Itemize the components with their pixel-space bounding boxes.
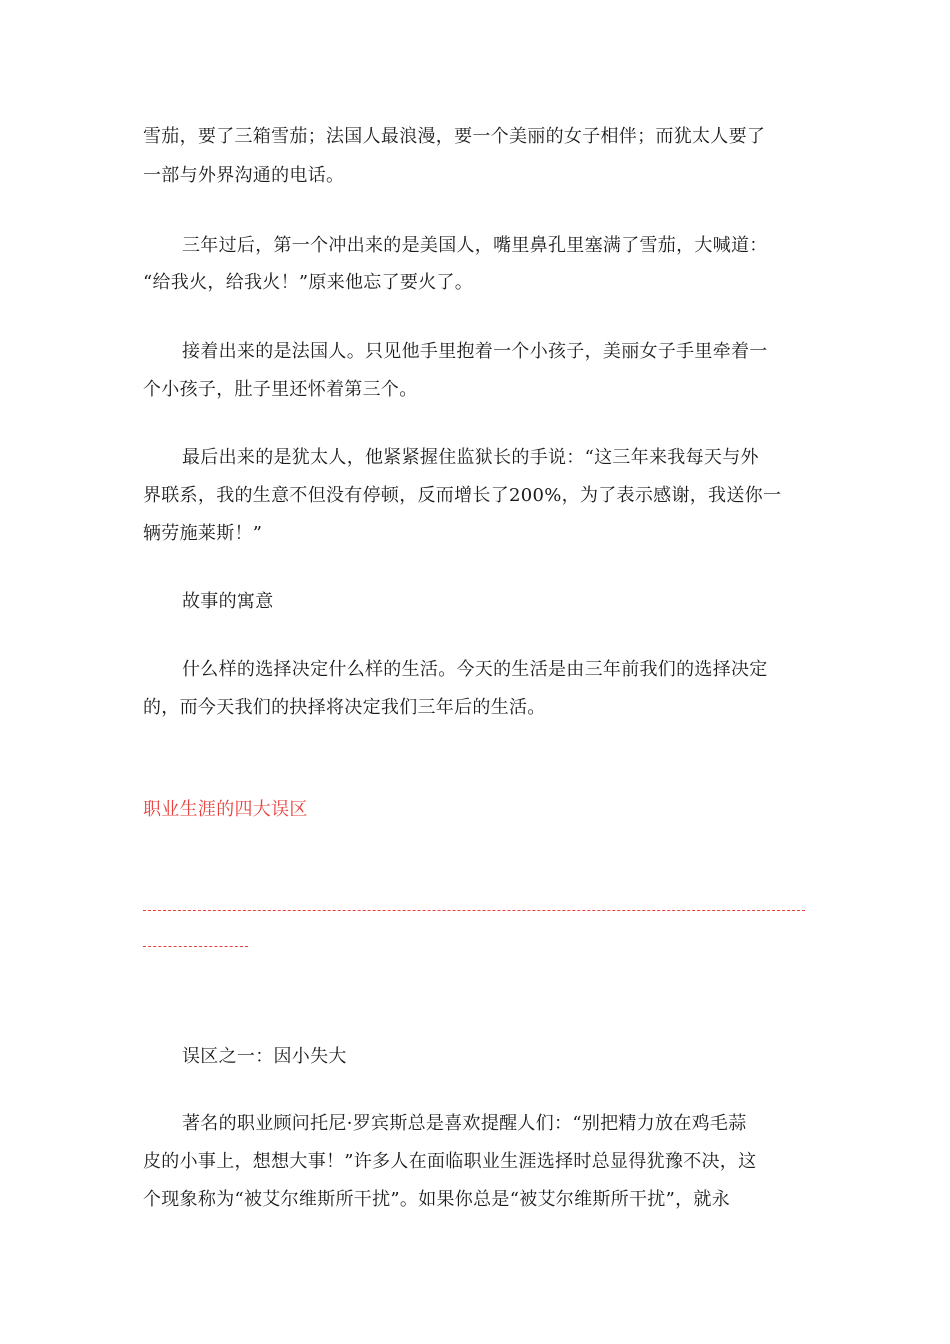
section-title: 职业生涯的四大误区 [143,799,308,820]
dashed-divider [143,910,805,911]
paragraph-line: 著名的职业顾问托尼·罗宾斯总是喜欢提醒人们：“别把精力放在鸡毛蒜 [182,1113,747,1134]
paragraph-line: 什么样的选择决定什么样的生活。今天的生活是由三年前我们的选择决定 [182,659,768,680]
paragraph-line: 最后出来的是犹太人，他紧紧握住监狱长的手说：“这三年来我每天与外 [182,447,759,468]
subsection-heading: 误区之一：因小失大 [182,1046,347,1067]
paragraph-line: “给我火，给我火！”原来他忘了要火了。 [143,272,474,293]
paragraph-line: 三年过后，第一个冲出来的是美国人，嘴里鼻孔里塞满了雪茄，大喊道： [182,235,768,256]
paragraph-line: 个小孩子，肚子里还怀着第三个。 [143,379,418,400]
dashed-divider [143,946,248,947]
paragraph-line: 皮的小事上，想想大事！”许多人在面临职业生涯选择时总显得犹豫不决，这 [143,1151,757,1172]
paragraph-line: 辆劳施莱斯！” [143,523,263,544]
paragraph-line: 接着出来的是法国人。只见他手里抱着一个小孩子，美丽女子手里牵着一 [182,341,768,362]
paragraph-line: 雪茄，要了三箱雪茄；法国人最浪漫，要一个美丽的女子相伴；而犹太人要了 [143,126,766,147]
paragraph-line: 一部与外界沟通的电话。 [143,165,345,186]
moral-heading: 故事的寓意 [182,591,274,612]
paragraph-line: 界联系，我的生意不但没有停顿，反而增长了200%，为了表示感谢，我送你一 [143,485,782,506]
paragraph-line: 的，而今天我们的抉择将决定我们三年后的生活。 [143,697,546,718]
paragraph-line: 个现象称为“被艾尔维斯所干扰”。如果你总是“被艾尔维斯所干扰”，就永 [143,1189,731,1210]
